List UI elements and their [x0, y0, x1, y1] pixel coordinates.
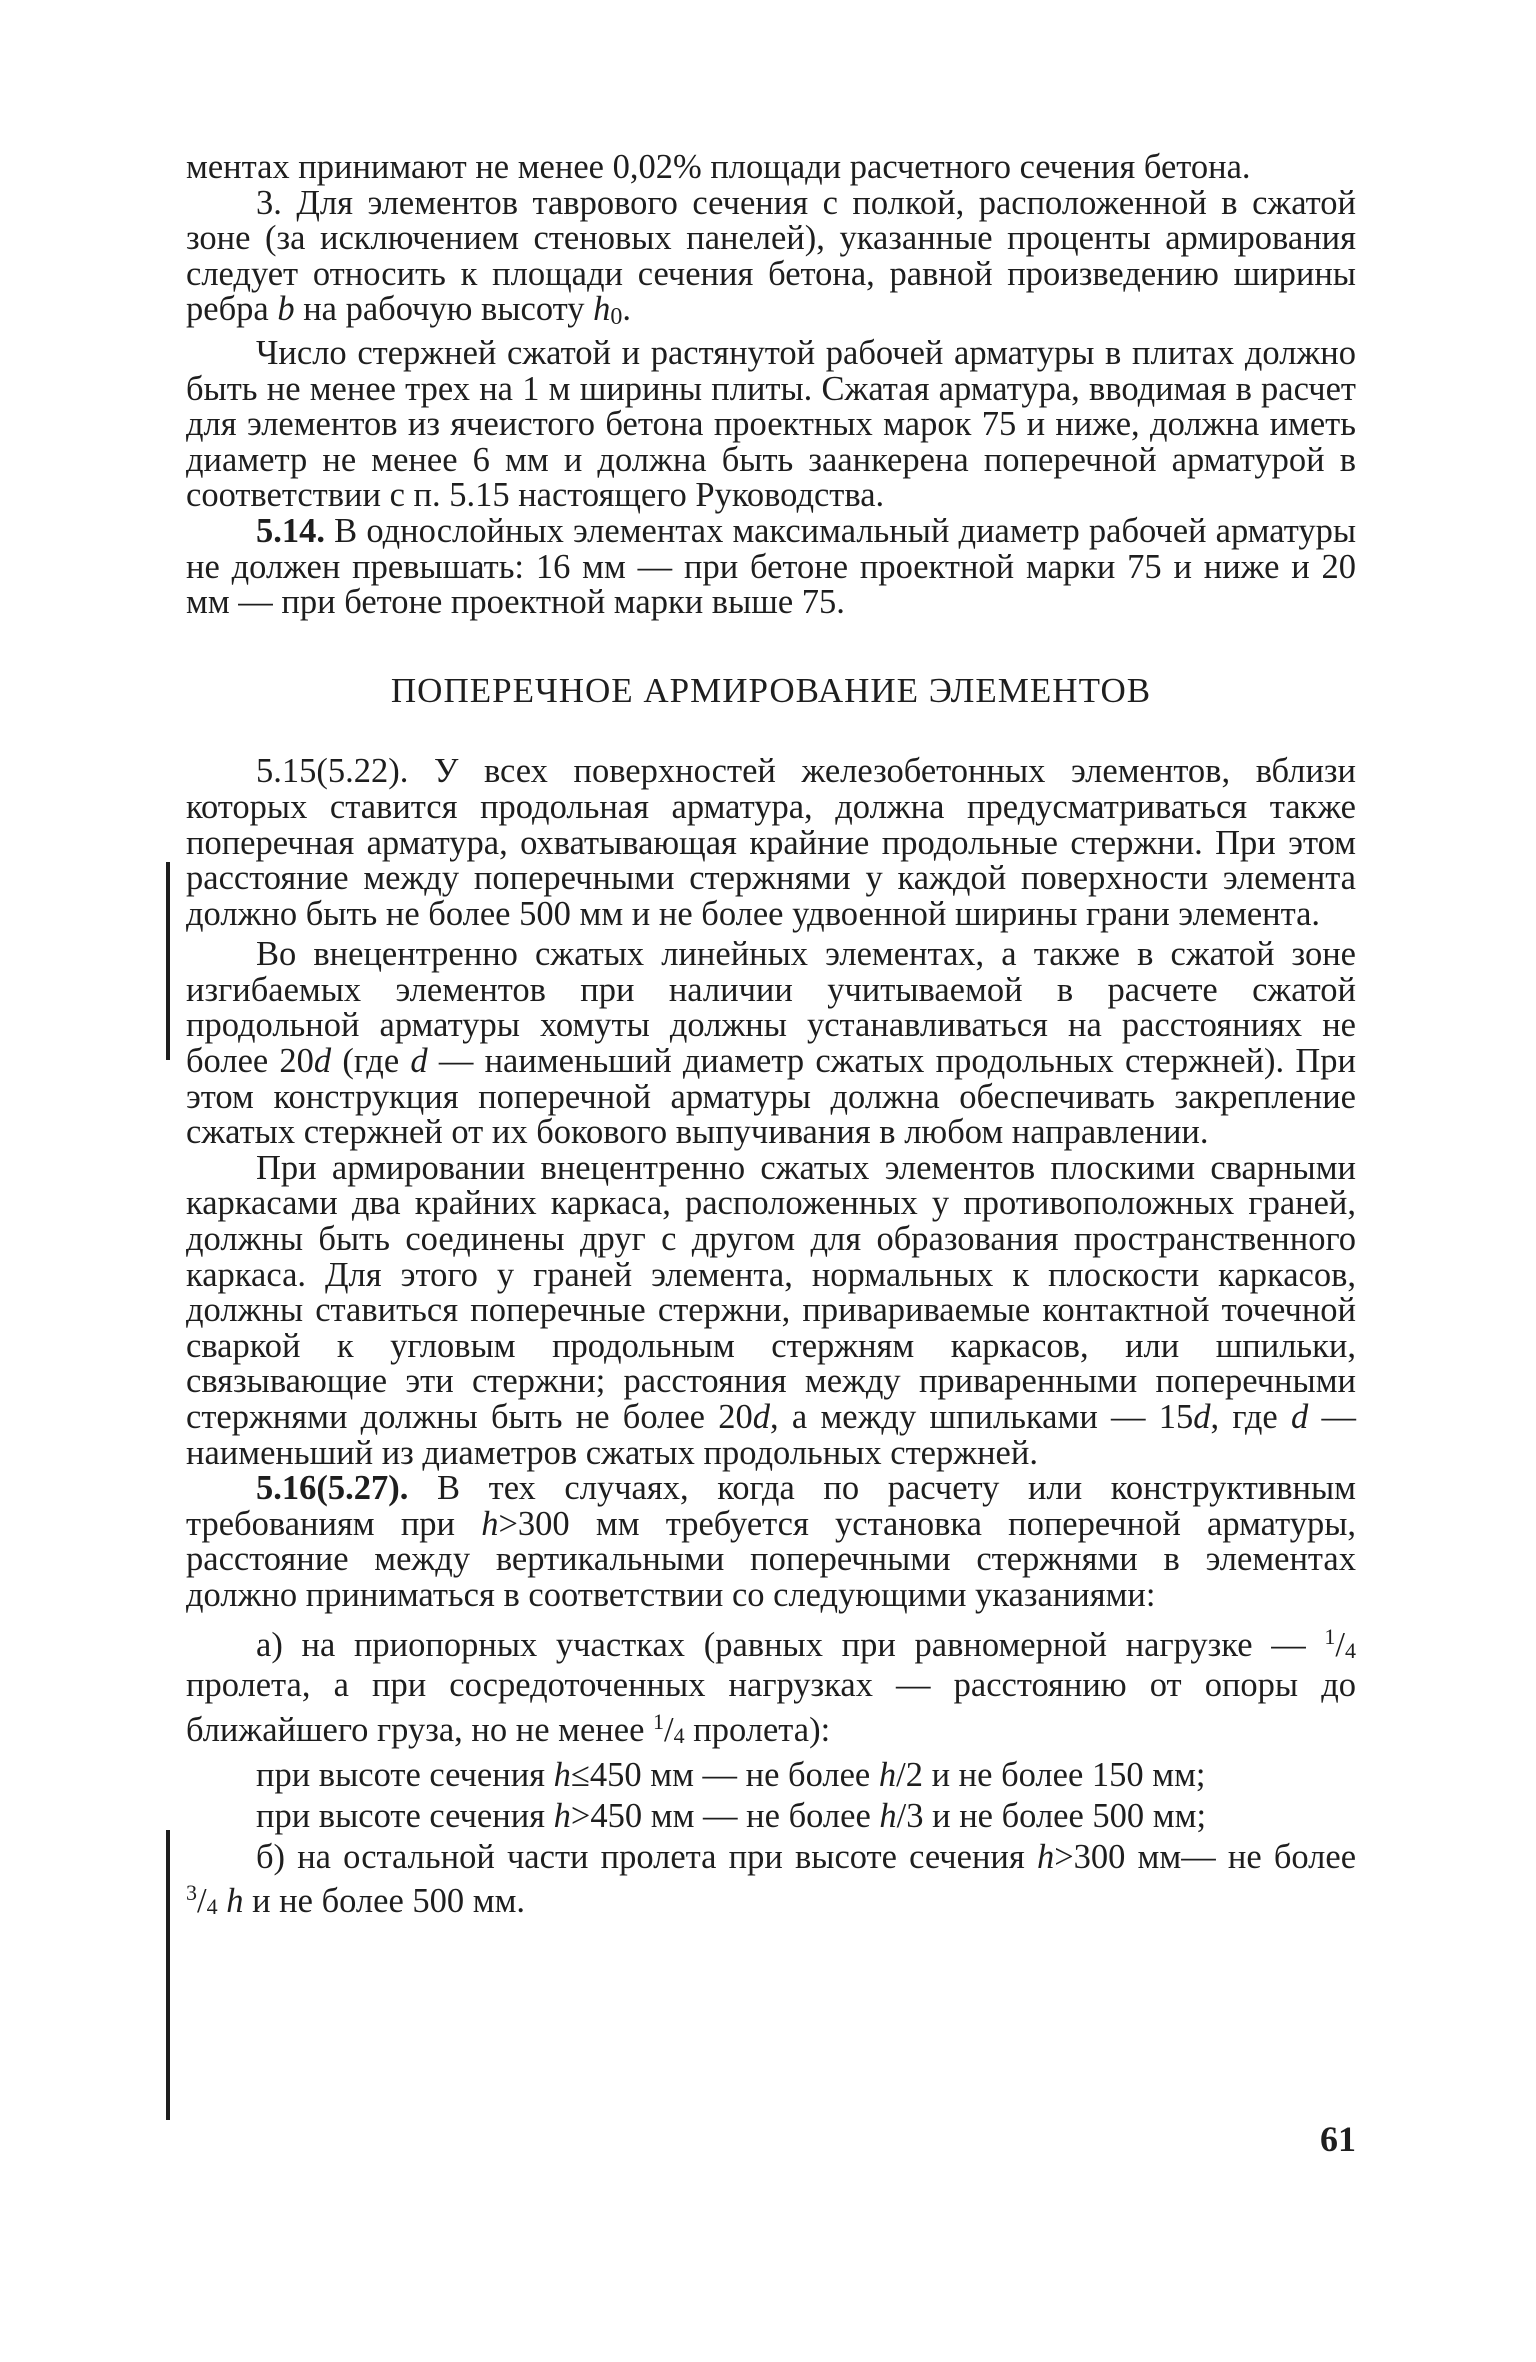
paragraph: ментах принимают не менее 0,02% площади расчетного сечения бетона. — [186, 148, 1251, 186]
margin-bar — [166, 1830, 170, 2120]
clause-number: 5.16(5.27). — [256, 1469, 409, 1508]
paragraph: 5.16(5.27). В тех случаях, когда по расчету или конструктивным требованиям при h>300 мм требуется установка поперечной арматуры, расстояние между вертикальными поперечными стержнями в элементах должно приниматься в соответствии со следующими указаниями: — [186, 1469, 1357, 1614]
paragraph: 5.15(5.22). У всех поверхностей железобетонных элементов, вблизи которых ставится продольная арматура, должна предусматриваться также поперечная арматура, охватывающая крайние продольные стержни. При этом расстояние между поперечными стержнями у каждой поверхности элемента должно быть не более 500 мм и не более удвоенной ширины грани элемента. — [186, 752, 1356, 933]
margin-bar — [166, 862, 170, 1060]
paragraph: 5.14. В однослойных элементах максимальный диаметр рабочей арматуры не должен превышать: 16 мм — при бетоне проектной марки 75 и ниже и 20 мм — при бетоне проектной марки выше 75. — [186, 511, 1356, 622]
clause-number: 5.14. — [256, 511, 325, 550]
paragraph: 3. Для элементов таврового сечения с полкой, расположенной в сжатой зоне (за исключением стеновых панелей), указанные проценты армирования следует относить к площади сечения бетона, равной произведению ширины ребра b на рабочую высоту h0. — [186, 183, 1356, 331]
paragraph: б) на остальной части пролета при высоте сечения h>300 мм— не более $^3/_4$ h и не более 500 мм. — [186, 1837, 1357, 1921]
page-body — [186, 150, 1356, 1925]
paragraph: Во внецентренно сжатых линейных элементах, а также в сжатой зоне изгибаемых элементов при наличии учитываемой в расчете сжатой продольной арматуры хомуты должны устанавливаться на расстояниях не более 20d (где d — наименьший диаметр сжатых продольных стержней). При этом конструкция поперечной арматуры должна обеспечивать закрепление сжатых стержней от их бокового выпучивания в любом направлении. — [186, 935, 1356, 1152]
paragraph: при высоте сечения h≤450 мм — не более h/2 и не более 150 мм; — [256, 1756, 1206, 1795]
paragraph: При армировании внецентренно сжатых элементов плоскими сварными каркасами два крайних каркаса, расположенных у противоположных граней, должны быть соединены друг с другом для образования пространственного каркаса. Для этого у граней элемента, нормальных к плоскости каркасов, должны ставиться поперечные стержни, привариваемые контактной точечной сваркой к угловым продольным стержням каркасов, или шпильки, связывающие эти стержни; расстояния между приваренными поперечными стержнями должны быть не более 20d, а между шпильками — 15d, где d — наименьший из диаметров сжатых продольных стержней. — [186, 1148, 1357, 1472]
paragraph: Число стержней сжатой и растянутой рабочей арматуры в плитах должно быть не менее трех на 1 м ширины плиты. Сжатая арматура, вводимая в расчет для элементов из ячеистого бетона проектных марок 75 и ниже, должна иметь диаметр не менее 6 мм и должна быть заанкерена поперечной арматурой в соответствии с п. 5.15 настоящего Руководства. — [186, 333, 1356, 515]
clause-number: 5.15(5.22). — [256, 752, 409, 791]
paragraph: а) на приопорных участках (равных при равномерной нагрузке — $^1/_4$ пролета, а при сосредоточенных нагрузках — расстоянию от опоры до ближайшего груза, но не менее $^1/_4$ пролета): — [186, 1623, 1357, 1749]
paragraph: при высоте сечения h>450 мм — не более h/3 и не более 500 мм; — [256, 1796, 1207, 1835]
section-heading: ПОПЕРЕЧНОЕ АРМИРОВАНИЕ ЭЛЕМЕНТОВ — [390, 670, 1152, 710]
page-number: 61 — [1320, 2119, 1356, 2159]
